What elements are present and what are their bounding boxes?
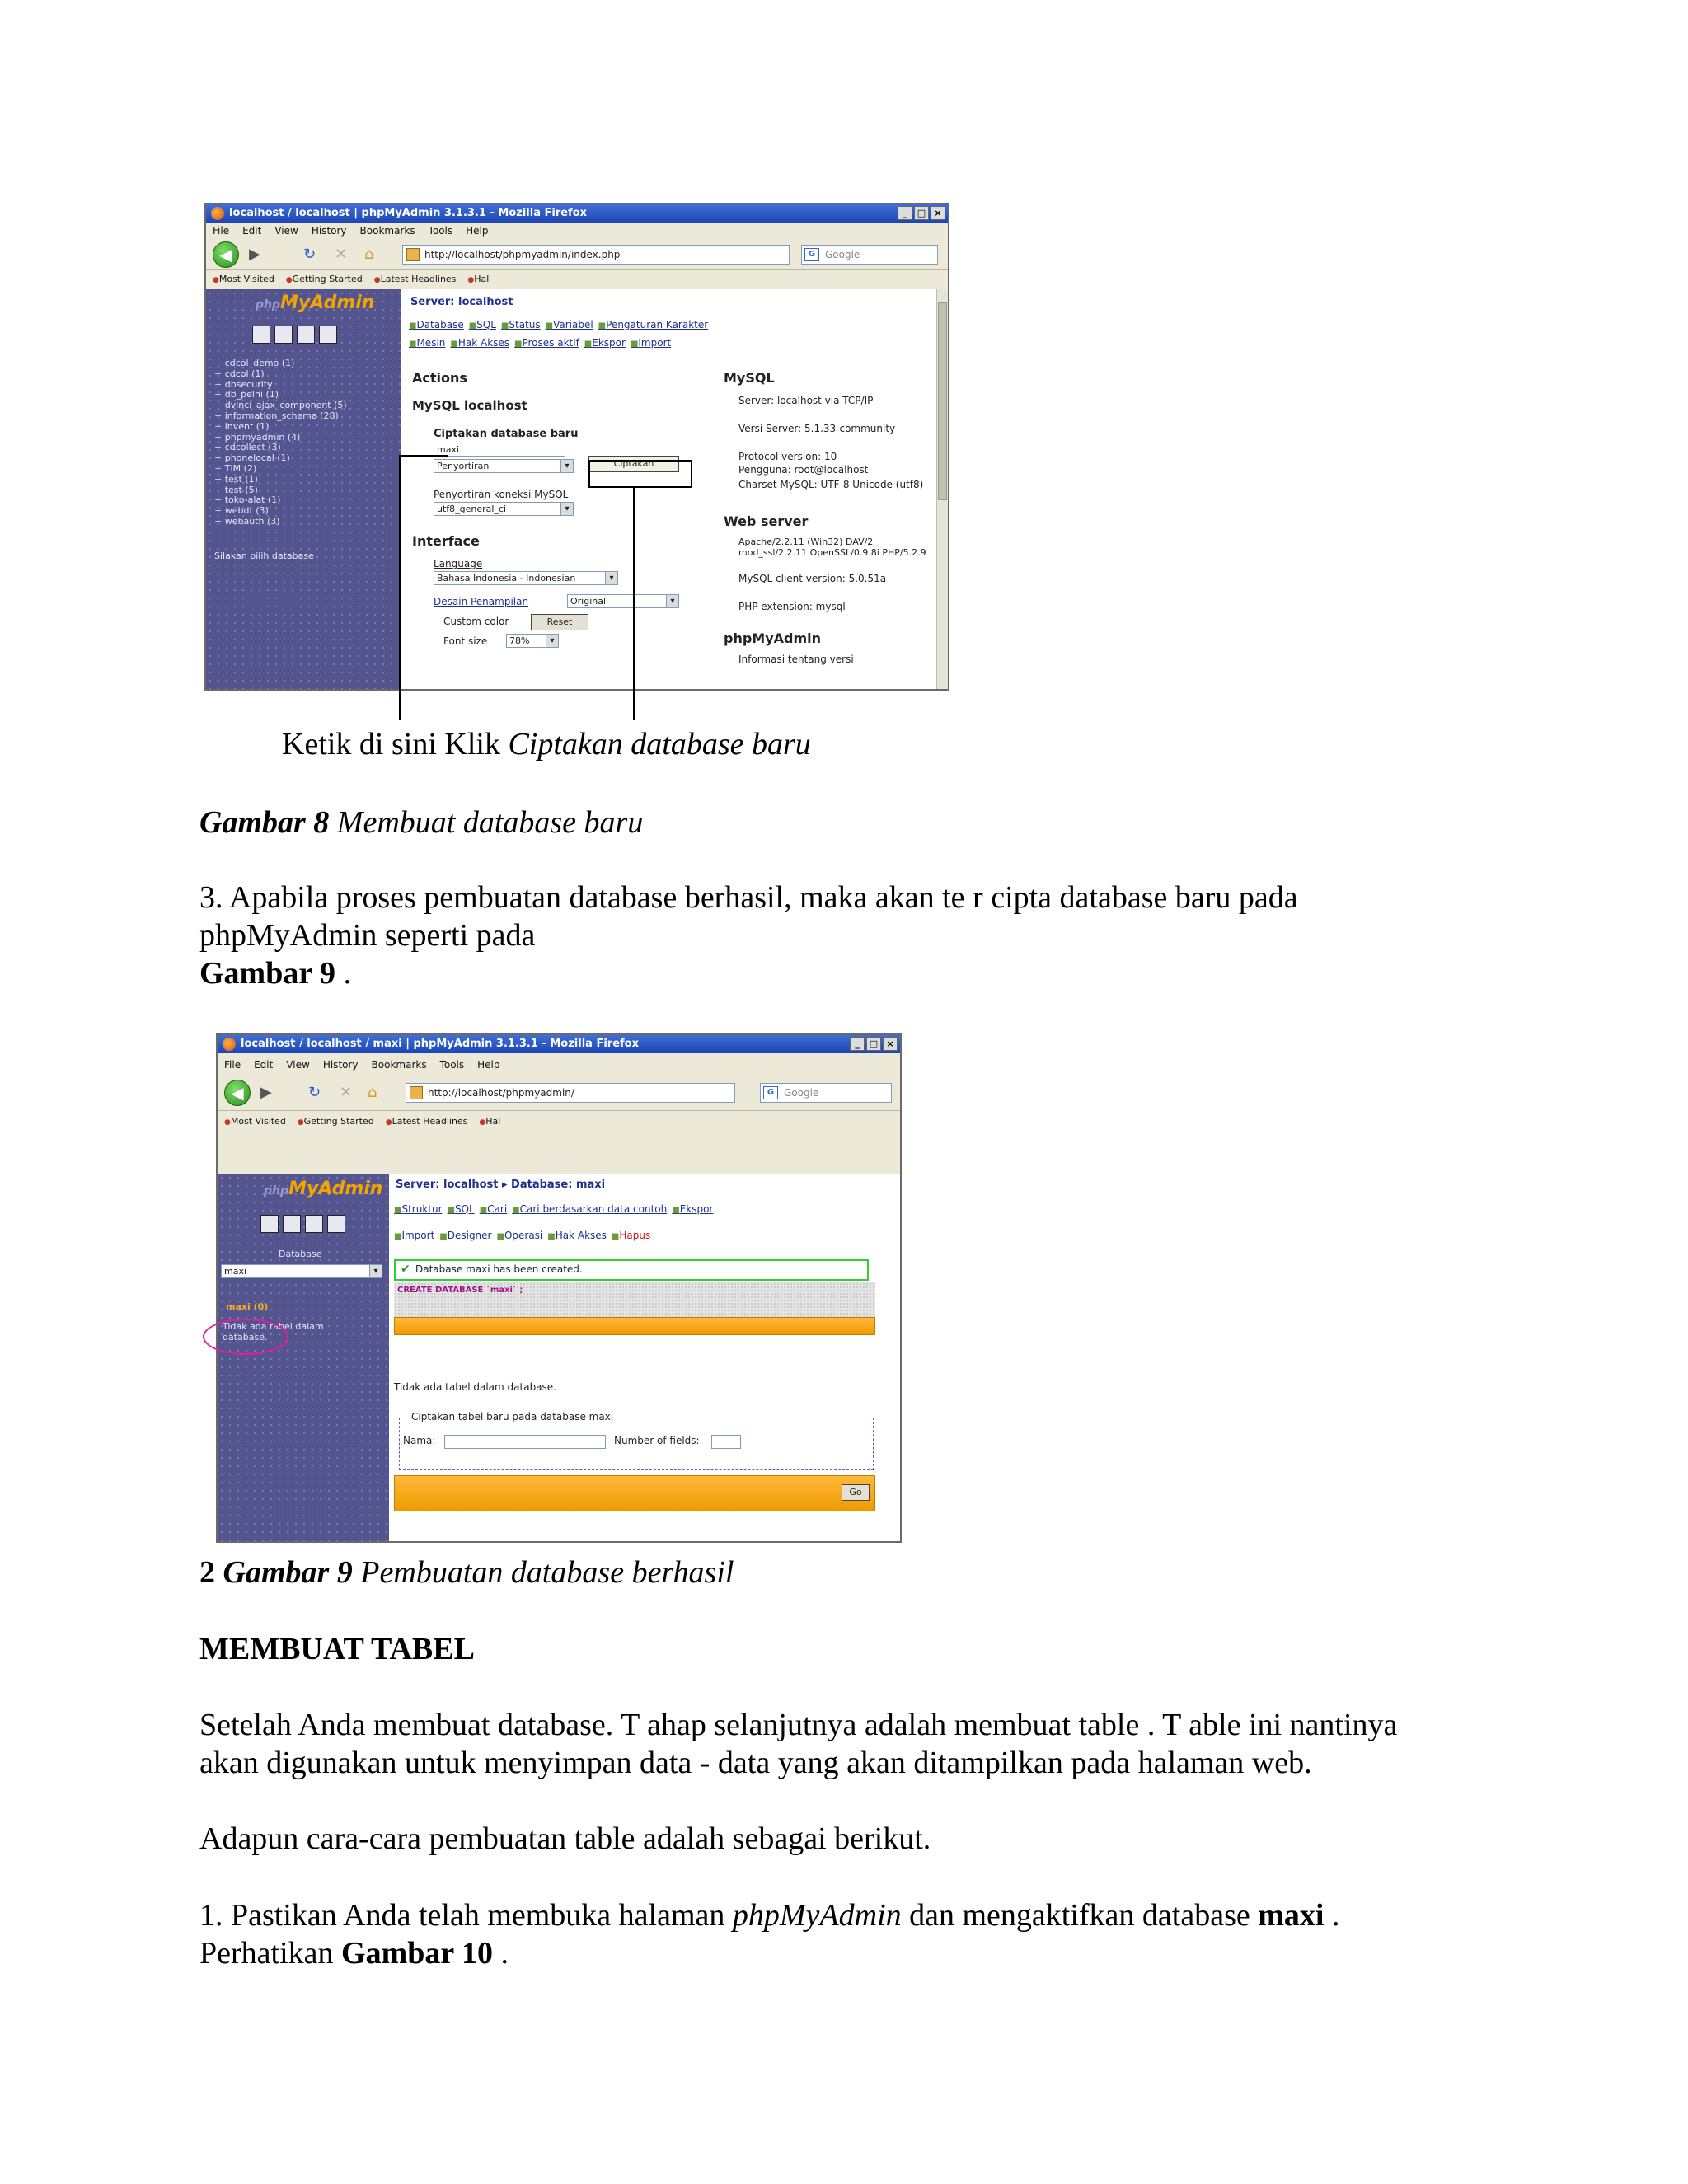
- tab-struktur[interactable]: ■ Struktur: [394, 1202, 443, 1218]
- bookmark-most-visited[interactable]: ● Most Visited: [224, 1111, 286, 1132]
- tab-ekspor[interactable]: ■ Ekspor: [584, 335, 626, 352]
- check-icon: ✔: [401, 1263, 410, 1276]
- paragraph-3-line1: 3. Apabila proses pembuatan database berhasil, maka akan te r cipta database baru pada: [199, 880, 1298, 915]
- section-paragraph-1-line2: akan digunakan untuk menyimpan data - data yang akan ditampilkan pada halaman web.: [199, 1746, 1312, 1780]
- logo-text: MyAdmin: [280, 293, 375, 313]
- step-1-text-c: dan mengaktifkan database: [901, 1898, 1259, 1933]
- go-button[interactable]: Go: [842, 1484, 870, 1501]
- tab-operasi[interactable]: ■ Operasi: [496, 1228, 542, 1244]
- pma-logo: [264, 1179, 382, 1199]
- figure-9-screenshot: [216, 1033, 902, 1543]
- create-db-label: Ciptakan database baru: [434, 428, 579, 440]
- menu-view[interactable]: View: [274, 225, 298, 237]
- help-icon[interactable]: [327, 1215, 345, 1233]
- step-1-text-e: .: [1324, 1898, 1340, 1933]
- maximize-icon[interactable]: □: [866, 1037, 881, 1051]
- webserver-info-apache: Apache/2.2.11 (Win32) DAV/2 mod_ssl/2.2.11 OpenSSL/0.9.8i PHP/5.2.9: [738, 537, 926, 558]
- forward-icon[interactable]: ▶: [249, 246, 260, 263]
- webserver-info-client: MySQL client version: 5.0.51a: [738, 573, 887, 584]
- menu-help[interactable]: Help: [466, 225, 489, 237]
- figure-8-label: Gambar 8: [199, 805, 330, 840]
- section-paragraph-1-line1: Setelah Anda membuat database. T ahap selanjutnya adalah membuat table . T able ini nantinya: [199, 1708, 1398, 1742]
- db-list-item[interactable]: + test (1): [214, 475, 347, 485]
- db-list-item[interactable]: + cdcol_demo (1): [214, 359, 347, 369]
- site-icon: [410, 1086, 423, 1099]
- pma-quick-icons: [260, 1215, 345, 1233]
- bookmarks-toolbar: [218, 1111, 900, 1132]
- menu-history[interactable]: History: [311, 225, 347, 237]
- figure-9-text: Pembuatan database berhasil: [352, 1555, 734, 1590]
- no-tables-left: Tidak ada tabel dalam database.: [223, 1321, 324, 1343]
- input-callout-line-top: [399, 455, 448, 457]
- site-icon: [406, 248, 420, 261]
- bookmark-getting-started[interactable]: ● Getting Started: [298, 1111, 374, 1132]
- db-item-maxi[interactable]: maxi (0): [226, 1301, 269, 1312]
- home-icon[interactable]: [260, 1215, 279, 1233]
- navigation-toolbar: [218, 1075, 900, 1111]
- sql-query-icon[interactable]: [283, 1215, 301, 1233]
- server-tabs-row1: [409, 317, 708, 334]
- paragraph-3-end: .: [335, 956, 352, 991]
- pma-info-version[interactable]: Informasi tentang versi: [738, 654, 854, 665]
- mysql-info-version: Versi Server: 5.1.33-community: [738, 423, 896, 434]
- menu-bar: [218, 1057, 900, 1075]
- tab-sql[interactable]: ■ SQL: [448, 1202, 475, 1218]
- step-1-line1: [199, 1896, 1339, 1934]
- window-title: localhost / localhost / maxi | phpMyAdmin 3.1.3.1 - Mozilla Firefox: [241, 1038, 639, 1050]
- tab-variabel[interactable]: ■ Variabel: [546, 317, 593, 334]
- window-title: localhost / localhost | phpMyAdmin 3.1.3.1 - Mozilla Firefox: [229, 207, 588, 219]
- menu-edit[interactable]: Edit: [254, 1059, 274, 1071]
- db-name-input[interactable]: maxi: [434, 443, 565, 457]
- step-1-line2: [199, 1934, 509, 1972]
- back-icon[interactable]: ◀: [224, 1080, 251, 1106]
- home-icon[interactable]: ⌂: [364, 246, 374, 263]
- close-icon[interactable]: ×: [883, 1037, 898, 1051]
- num-fields-input[interactable]: [711, 1435, 741, 1449]
- connection-collation-label: Penyortiran koneksi MySQL: [434, 489, 569, 500]
- pma-quick-icons: [252, 326, 337, 344]
- stop-icon[interactable]: ✕: [340, 1084, 353, 1101]
- url-bar[interactable]: [402, 245, 790, 265]
- menu-bookmarks[interactable]: Bookmarks: [359, 225, 415, 237]
- mysql-info-user: Pengguna: root@localhost: [738, 464, 869, 476]
- home-icon[interactable]: [252, 326, 270, 344]
- db-list-item[interactable]: + webdt (3): [214, 506, 347, 517]
- button-callout-line: [633, 488, 635, 720]
- db-list-item[interactable]: + TIM (2): [214, 464, 347, 475]
- interface-heading: Interface: [412, 533, 480, 549]
- url-bar[interactable]: [406, 1083, 735, 1103]
- db-list-item[interactable]: + db_pelni (1): [214, 390, 347, 401]
- logo-text: MyAdmin: [288, 1179, 383, 1199]
- sql-query-icon[interactable]: [274, 326, 293, 344]
- font-size-select[interactable]: 78% ▾: [506, 634, 559, 648]
- annotation-italic: Ciptakan database baru: [508, 727, 811, 762]
- navigation-toolbar: [206, 239, 948, 270]
- logo-prefix: php: [256, 298, 281, 312]
- breadcrumb[interactable]: Server: localhost ▸ Database: maxi: [396, 1179, 606, 1191]
- actions-heading: Actions: [412, 370, 467, 386]
- db-list-item[interactable]: + phpmyadmin (4): [214, 433, 347, 443]
- mysql-heading: MySQL: [724, 370, 775, 386]
- connection-collation-select[interactable]: utf8_general_ci ▾: [434, 502, 574, 516]
- menu-view[interactable]: View: [286, 1059, 310, 1071]
- tab-import[interactable]: ■ Import: [394, 1228, 434, 1244]
- docs-icon[interactable]: [297, 326, 315, 344]
- create-table-fieldset: [399, 1411, 874, 1470]
- db-list-item[interactable]: + cdcol (1): [214, 369, 347, 380]
- close-icon[interactable]: ×: [931, 206, 945, 220]
- input-callout-line: [399, 455, 401, 720]
- db-list-item[interactable]: + dbsecurity: [214, 380, 347, 391]
- step-1-phpmyadmin: phpMyAdmin: [732, 1898, 902, 1933]
- language-label: Language: [434, 558, 483, 569]
- tab-mesin[interactable]: ■ Mesin: [409, 335, 445, 352]
- create-table-bar: [394, 1475, 875, 1511]
- tab-import[interactable]: ■ Import: [631, 335, 671, 352]
- pma-logo: [256, 293, 374, 313]
- bookmark-most-visited[interactable]: ● Most Visited: [213, 270, 274, 288]
- mysql-localhost-heading: MySQL localhost: [412, 398, 528, 413]
- step-1-maxi: maxi: [1258, 1898, 1325, 1933]
- bookmark-hal[interactable]: ● Hal: [467, 270, 489, 288]
- phpmyadmin-heading: phpMyAdmin: [724, 630, 822, 646]
- bookmark-getting-started[interactable]: ● Getting Started: [286, 270, 363, 288]
- server-breadcrumb[interactable]: Server: localhost: [410, 296, 513, 308]
- reset-color-button[interactable]: Reset: [531, 614, 588, 630]
- url-text: http://localhost/phpmyadmin/: [428, 1087, 574, 1099]
- db-list-item[interactable]: + cdcollect (3): [214, 443, 347, 453]
- maximize-icon[interactable]: □: [914, 206, 929, 220]
- stop-icon[interactable]: ✕: [335, 246, 348, 263]
- tab-status[interactable]: ■ Status: [501, 317, 541, 334]
- reload-icon[interactable]: ↻: [308, 1084, 321, 1101]
- tab-hapus[interactable]: ■ Hapus: [612, 1228, 650, 1244]
- menu-history[interactable]: History: [322, 1059, 359, 1071]
- create-button-callout-box: [588, 460, 692, 488]
- menu-help[interactable]: Help: [477, 1059, 500, 1071]
- table-name-input[interactable]: [444, 1435, 606, 1449]
- pma-left-pane: [206, 289, 401, 689]
- server-tabs-row2: [409, 335, 671, 352]
- step-1-line2-a: Perhatikan: [199, 1936, 342, 1971]
- paragraph-3-line3: [199, 954, 351, 992]
- search-placeholder: Google: [784, 1087, 819, 1099]
- pma-main-pane: [389, 1174, 900, 1541]
- language-select[interactable]: Bahasa Indonesia - Indonesian ▾: [434, 571, 618, 585]
- menu-bar: [206, 223, 948, 239]
- step-1-text-a: 1. Pastikan Anda telah membuka halaman: [199, 1898, 733, 1933]
- tab-database[interactable]: ■ Database: [409, 317, 464, 334]
- success-message: [394, 1259, 869, 1281]
- logo-prefix: php: [264, 1184, 289, 1197]
- sql-text: CREATE DATABASE `maxi` ;: [397, 1286, 523, 1295]
- menu-bookmarks[interactable]: Bookmarks: [371, 1059, 427, 1071]
- font-size-label: Font size: [443, 635, 488, 647]
- figure-8-caption: [199, 804, 643, 841]
- figure-9-label: Gambar 9: [223, 1555, 353, 1590]
- step-1-line2-c: .: [493, 1936, 509, 1971]
- custom-color-label: Custom color: [443, 616, 509, 627]
- figure-9-caption: [199, 1554, 734, 1591]
- docs-icon[interactable]: [305, 1215, 323, 1233]
- db-list-item[interactable]: + test (5): [214, 485, 347, 496]
- search-input[interactable]: [801, 245, 938, 265]
- sql-query-box: [394, 1282, 875, 1317]
- menu-tools[interactable]: Tools: [439, 1059, 465, 1071]
- mysql-info-server: Server: localhost via TCP/IP: [738, 395, 874, 406]
- webserver-heading: Web server: [724, 513, 809, 529]
- tab-hak-akses[interactable]: ■ Hak Akses: [547, 1228, 607, 1244]
- tab-pengaturan-karakter[interactable]: ■ Pengaturan Karakter: [598, 317, 709, 334]
- figure-8-text: Membuat database baru: [329, 805, 644, 840]
- webserver-info-php: PHP extension: mysql: [738, 601, 846, 612]
- collation-select[interactable]: Penyortiran ▾: [434, 459, 574, 473]
- table-name-label: Nama:: [403, 1435, 436, 1446]
- back-icon[interactable]: ◀: [213, 241, 239, 268]
- figure-9-ref: Gambar 9: [199, 956, 336, 991]
- scrollbar[interactable]: [936, 289, 948, 689]
- menu-tools[interactable]: Tools: [428, 225, 453, 237]
- google-icon: G: [804, 248, 819, 261]
- create-table-legend: Ciptakan tabel baru pada database maxi: [408, 1411, 617, 1422]
- minimize-icon[interactable]: _: [850, 1037, 865, 1051]
- annotation-plain: Ketik di sini Klik: [282, 727, 509, 762]
- highlight-maxi-ellipse: [203, 1319, 288, 1355]
- forward-icon[interactable]: ▶: [260, 1084, 272, 1101]
- window-titlebar: [206, 204, 948, 223]
- section-paragraph-2: Adapun cara-cara pembuatan table adalah sebagai berikut.: [199, 1821, 931, 1856]
- success-text: Database maxi has been created.: [415, 1263, 583, 1275]
- db-list-item[interactable]: + invent (1): [214, 422, 347, 433]
- reload-icon[interactable]: ↻: [303, 246, 316, 263]
- figure-8-annotation: [282, 725, 811, 763]
- db-list-item[interactable]: + toko-alat (1): [214, 495, 347, 506]
- database-select[interactable]: maxi ▾: [221, 1264, 382, 1278]
- bookmark-hal[interactable]: ● Hal: [479, 1111, 500, 1132]
- menu-edit[interactable]: Edit: [242, 225, 262, 237]
- bookmark-latest-headlines[interactable]: ● Latest Headlines: [374, 270, 457, 288]
- db-list-item[interactable]: + webauth (3): [214, 517, 347, 527]
- paragraph-3-line2: phpMyAdmin seperti pada: [199, 918, 536, 953]
- no-tables-message: Tidak ada tabel dalam database.: [394, 1381, 556, 1393]
- firefox-icon: [223, 1038, 236, 1051]
- mysql-info-charset: Charset MySQL: UTF-8 Unicode (utf8): [738, 479, 924, 490]
- tab-cari[interactable]: ■ Cari: [480, 1202, 507, 1218]
- sql-options-bar[interactable]: [394, 1317, 875, 1335]
- home-icon[interactable]: ⌂: [368, 1084, 377, 1101]
- pma-main-pane: [401, 289, 948, 689]
- section-heading: MEMBUAT TABEL: [199, 1632, 475, 1666]
- tab-designer[interactable]: ■ Designer: [439, 1228, 491, 1244]
- db-list-item[interactable]: + dvinci_ajax_component (5): [214, 401, 347, 411]
- google-icon: G: [763, 1086, 778, 1099]
- mysql-info-protocol: Protocol version: 10: [738, 451, 837, 462]
- figure-8-screenshot: [204, 203, 950, 691]
- db-list-item[interactable]: + phonelocal (1): [214, 453, 347, 464]
- db-tabs-row2: [394, 1228, 650, 1244]
- theme-select[interactable]: Original ▾: [567, 594, 679, 608]
- search-input[interactable]: [760, 1083, 892, 1103]
- bookmarks-toolbar: [206, 270, 948, 288]
- url-text: http://localhost/phpmyadmin/index.php: [424, 249, 621, 260]
- database-label: Database: [279, 1249, 322, 1259]
- figure-9-prefix: 2: [199, 1555, 223, 1590]
- tab-proses-aktif[interactable]: ■ Proses aktif: [514, 335, 579, 352]
- select-db-hint: Silakan pilih database: [214, 551, 314, 561]
- search-placeholder: Google: [825, 249, 860, 260]
- database-list: [214, 359, 347, 527]
- window-titlebar: [218, 1035, 900, 1053]
- tab-ekspor[interactable]: ■ Ekspor: [672, 1202, 713, 1218]
- tab-hak-akses[interactable]: ■ Hak Akses: [450, 335, 509, 352]
- firefox-icon: [211, 207, 224, 220]
- db-tabs-row1: [394, 1202, 713, 1218]
- scroll-thumb[interactable]: [938, 302, 947, 500]
- tab-cari-contoh[interactable]: ■ Cari berdasarkan data contoh: [512, 1202, 667, 1218]
- menu-file[interactable]: File: [213, 225, 230, 237]
- num-fields-label: Number of fields:: [614, 1435, 700, 1446]
- theme-label[interactable]: Desain Penampilan: [434, 596, 529, 607]
- minimize-icon[interactable]: _: [898, 206, 912, 220]
- help-icon[interactable]: [319, 326, 337, 344]
- bookmark-latest-headlines[interactable]: ● Latest Headlines: [386, 1111, 468, 1132]
- tab-sql[interactable]: ■ SQL: [469, 317, 496, 334]
- create-db-button[interactable]: Ciptakan: [588, 456, 679, 472]
- menu-file[interactable]: File: [224, 1059, 241, 1071]
- pma-left-pane: [218, 1174, 389, 1541]
- figure-10-ref: Gambar 10: [341, 1936, 494, 1971]
- db-list-item[interactable]: + information_schema (28): [214, 411, 347, 422]
